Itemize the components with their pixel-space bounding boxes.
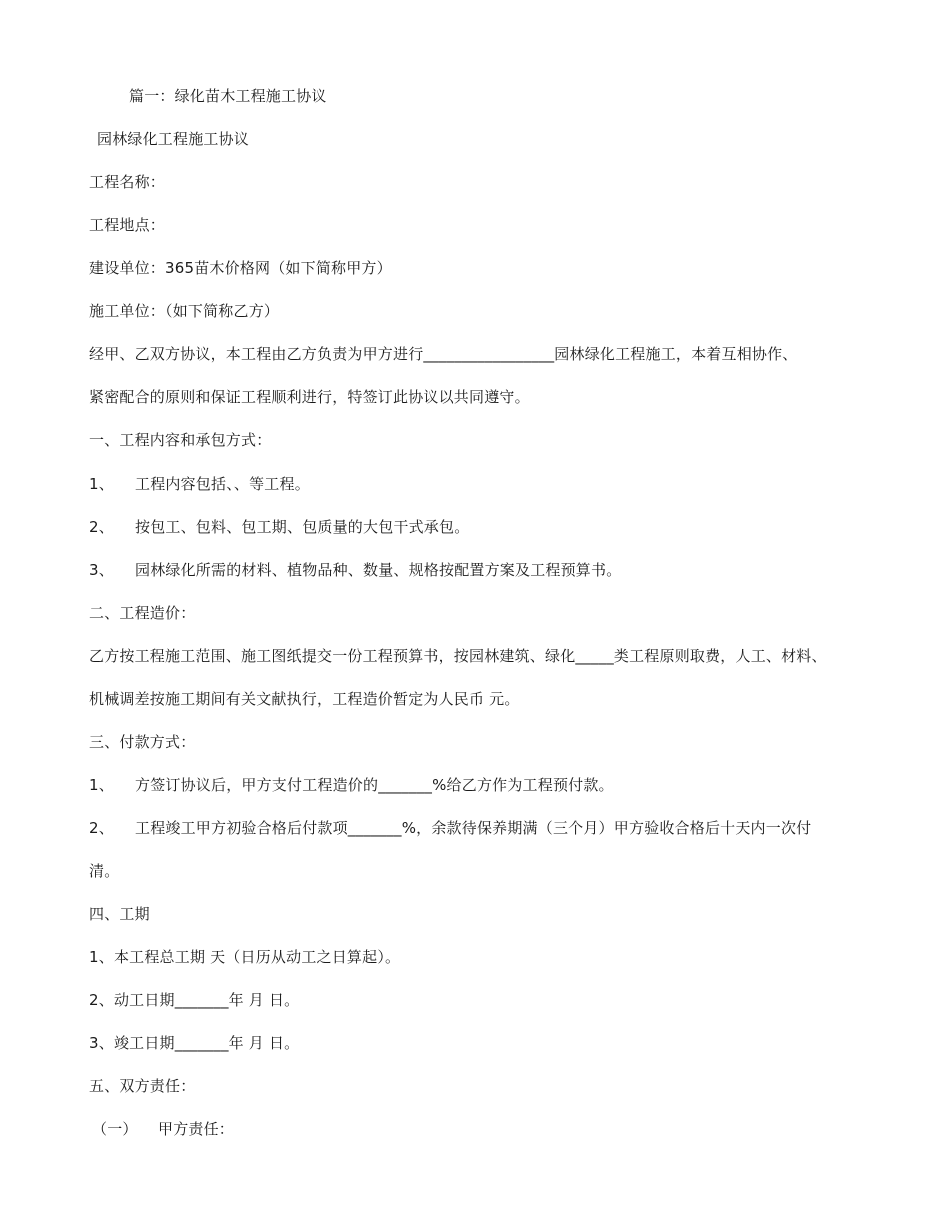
section-3-continuation: 清。 (89, 862, 120, 880)
item-text: 按包工、包料、包工期、包质量的大包干式承包。 (135, 518, 470, 536)
section-1-title: 一、工程内容和承包方式： (89, 431, 272, 449)
section-1-item (89, 474, 310, 494)
section-4-item: 3、竣工日期_______年 月 日。 (89, 1034, 300, 1052)
section-2-line-2: 机械调差按施工期间有关文献执行，工程造价暂定为人民币 元。 (89, 690, 520, 708)
item-number: 3、 (89, 561, 114, 579)
document-heading-1: 篇一：绿化苗木工程施工协议 (129, 87, 327, 105)
section-4-item: 2、动工日期_______年 月 日。 (89, 991, 300, 1009)
section-4-title: 四、工期 (89, 905, 150, 923)
section-2-title: 二、工程造价： (89, 604, 196, 622)
document-heading-2: 园林绿化工程施工协议 (97, 130, 250, 148)
section-2-line-1: 乙方按工程施工范围、施工图纸提交一份工程预算书，按园林建筑、绿化_____类工程原则取费，人工、材料、 (89, 647, 827, 665)
item-number: 1、 (89, 475, 114, 493)
project-name-line: 工程名称： (89, 173, 166, 191)
section-3-item (89, 775, 614, 795)
item-number: 2、 (89, 819, 114, 837)
project-location-line: 工程地点： (89, 216, 166, 234)
section-5-title: 五、双方责任： (89, 1077, 196, 1095)
section-1-item (89, 517, 469, 537)
item-number: 2、 (89, 518, 114, 536)
intro-paragraph-line-1: 经甲、乙双方协议，本工程由乙方负责为甲方进行_________________园林绿化工程施工，本着互相协作、 (89, 345, 798, 363)
item-text: 园林绿化所需的材料、植物品种、数量、规格按配置方案及工程预算书。 (135, 561, 622, 579)
subsection-number: （一） (92, 1120, 138, 1138)
section-5-subsection (92, 1119, 234, 1139)
item-text: 工程内容包括、、等工程。 (135, 475, 310, 493)
section-3-item (89, 818, 811, 838)
subsection-text: 甲方责任： (158, 1120, 235, 1138)
item-text: 工程竣工甲方初验合格后付款项_______%，余款待保养期满（三个月）甲方验收合格后十天内一次付 (135, 819, 812, 837)
section-4-item: 1、本工程总工期 天（日历从动工之日算起）。 (89, 948, 401, 966)
item-number: 1、 (89, 776, 114, 794)
intro-paragraph-line-2: 紧密配合的原则和保证工程顺利进行，特签订此协议以共同遵守。 (89, 388, 530, 406)
section-1-item (89, 560, 621, 580)
builder-line: 建设单位：365苗木价格网（如下简称甲方） (89, 259, 392, 277)
contractor-line: 施工单位：（如下简称乙方） (89, 302, 280, 320)
section-3-title: 三、付款方式： (89, 733, 196, 751)
item-text: 方签订协议后，甲方支付工程造价的_______%给乙方作为工程预付款。 (135, 776, 614, 794)
